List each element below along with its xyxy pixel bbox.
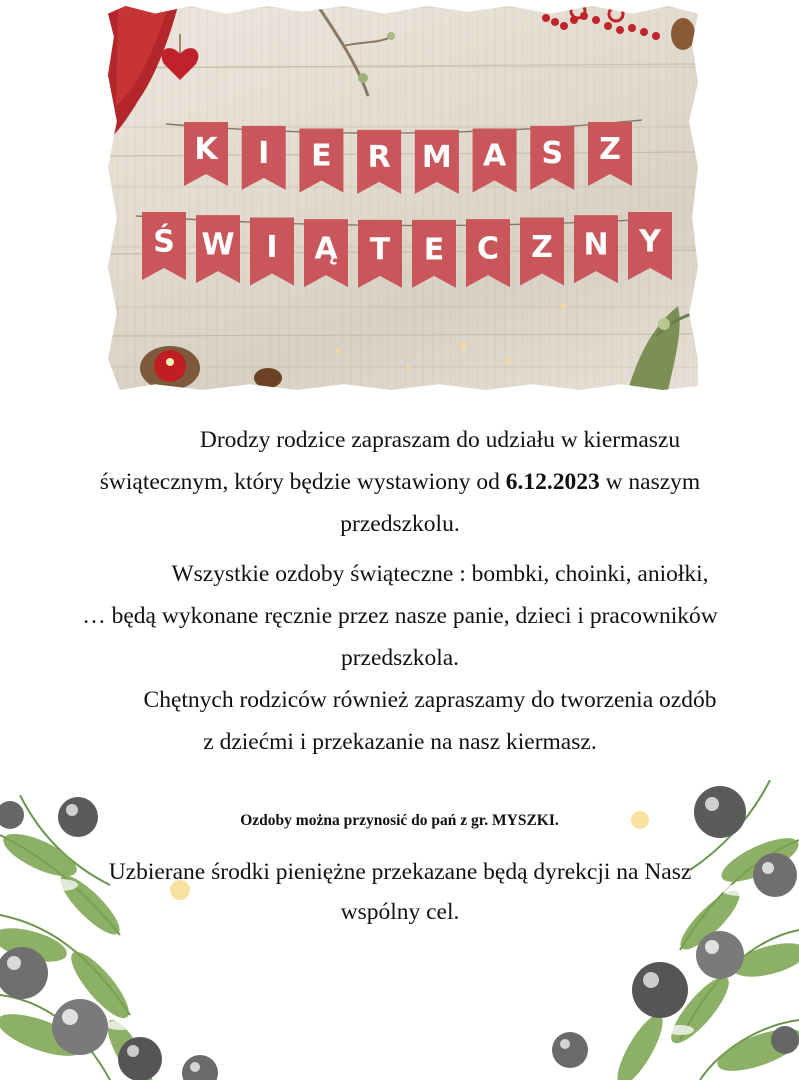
swiateczny-flag-3 [250,218,294,286]
swiateczny-flag-7 [466,219,510,287]
paragraph-parents [80,679,720,763]
kiermasz-flag-5 [415,130,459,194]
swiateczny-letter-9: N [583,227,609,263]
decorations-text: Wszystkie ozdoby świąteczne : bombki, choinki, aniołki, … będą wykonane ręcznie przez nasze panie, dzieci i pracowników przedszkola. [82,561,718,671]
kiermasz-letter-6: A [482,138,507,174]
swiateczny-letter-1: Ś [153,224,175,260]
swiateczny-letter-4: Ą [314,231,338,267]
swiateczny-flag-8 [520,218,564,286]
kiermasz-letter-1: K [194,132,218,168]
swiateczny-flag-1 [142,212,186,280]
swiateczny-letter-6: E [423,232,445,268]
kiermasz-flag-1 [184,122,228,186]
paragraph-decorations [80,553,720,679]
kiermasz-flag-4 [357,130,401,194]
kiermasz-flag-2 [242,126,286,190]
kiermasz-letter-3: E [311,138,332,174]
swiateczny-letter-10: Y [639,224,661,260]
kiermasz-letter-4: R [367,139,391,175]
kiermasz-flag-7 [530,126,574,190]
paragraph-invitation [80,419,720,545]
swiateczny-flag-9 [574,215,618,283]
kiermasz-flag-3 [299,129,343,193]
swiateczny-flag-4 [304,219,348,287]
swiateczny-letter-7: C [476,231,500,267]
swiateczny-letter-8: Z [531,229,553,265]
drop-off-note: Ozdoby można przynosić do pań z gr. MYSZKI. [240,812,559,829]
red-beads-decoration [542,12,660,40]
paragraph-funds: Uzbierane środki pieniężne przekazane będą dyrekcji na Nasz wspólny cel. [108,859,692,925]
parents-text: Chętnych rodziców również zapraszamy do tworzenia ozdób z dziećmi i przekazanie na nasz kiermasz. [143,687,717,755]
swiateczny-flag-5 [358,220,402,288]
kiermasz-flag-6 [473,129,517,193]
kiermasz-letter-2: I [258,136,270,172]
kiermasz-letter-8: Z [599,132,621,168]
invitation-lead-text: Drodzy rodzice zapraszam do udziału w kiermaszu świątecznym, który będzie wystawiony od [99,427,681,495]
christmas-tree-left-decoration [0,795,250,1080]
swiateczny-letter-2: W [201,227,235,263]
swiateczny-flag-6 [412,220,456,288]
invitation-tail-text: w naszym przedszkolu. [340,469,701,537]
kiermasz-flag-8 [588,122,632,186]
kiermasz-banner-image [108,6,698,390]
event-date: 6.12.2023 [505,469,600,495]
pinecone-icon [671,18,695,50]
swiateczny-letter-5: T [369,232,391,268]
banner-artwork [108,6,698,390]
swiateczny-letter-3: I [266,229,278,265]
swiateczny-flag-10 [628,212,672,280]
kiermasz-letter-5: M [421,139,452,175]
swiateczny-flag-2 [196,215,240,283]
kiermasz-letter-7: S [541,136,564,172]
